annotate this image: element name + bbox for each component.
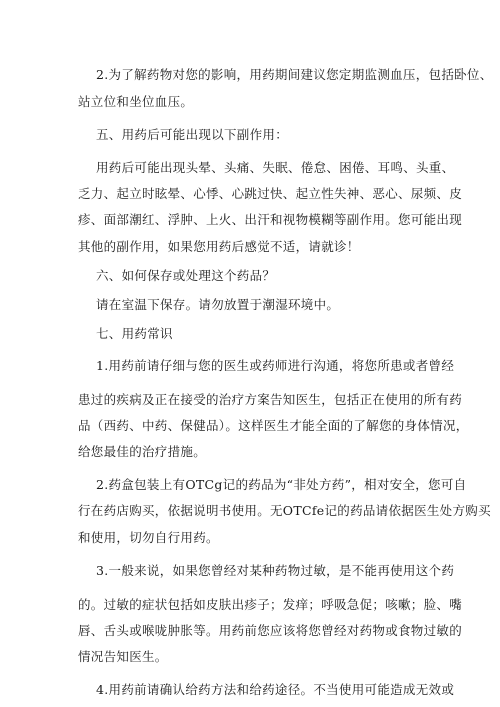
- section-heading-6: 六、如何保存或处理这个药品？: [96, 268, 276, 283]
- paragraph-continuation: 唇、舌头或喉咙肿胀等。用药前您应该将您曾经对药物或食物过敏的: [78, 623, 463, 638]
- paragraph-continuation: 行在药店购买，依据说明书使用。无OTCfe记的药品请依据医生处方购买: [78, 503, 491, 518]
- paragraph-storage: 请在室温下保存。请勿放置于潮湿环境中。: [96, 297, 340, 312]
- paragraph-continuation: 的。过敏的症状包括如皮肤出疹子；发痒；呼吸急促；咳嗽；脸、嘴: [78, 597, 463, 612]
- paragraph-item-4-administration: 4.用药前请确认给药方法和给药途径。不当使用可能造成无效或: [96, 682, 455, 697]
- paragraph-continuation: 给您最佳的治疗措施。: [78, 444, 207, 459]
- paragraph-continuation: 疹、面部潮红、浮肿、上火、出汗和视物模糊等副作用。您可能出现: [78, 212, 463, 227]
- paragraph-continuation: 和使用，切勿自行用药。: [78, 530, 219, 545]
- paragraph-continuation: 站立位和坐位血压。: [78, 94, 194, 109]
- paragraph-continuation: 其他的副作用，如果您用药后感觉不适，请就诊！: [78, 239, 360, 254]
- section-heading-7: 七、用药常识: [96, 326, 173, 341]
- paragraph-side-effects: 用药后可能出现头晕、头痛、失眠、倦怠、困倦、耳鸣、头重、: [96, 160, 455, 175]
- paragraph-item-2-blood-pressure: 2.为了解药物对您的影响，用药期间建议您定期监测血压，包括卧位、: [96, 67, 493, 82]
- paragraph-item-1-consult: 1.用药前请仔细与您的医生或药师进行沟通，将您所患或者曾经: [96, 358, 455, 373]
- paragraph-item-2-otc: 2.药盒包装上有OTCg记的药品为“非处方药”，相对安全，您可自: [96, 477, 467, 492]
- section-heading-5: 五、用药后可能出现以下副作用：: [96, 127, 289, 142]
- paragraph-item-3-allergy: 3.一般来说，如果您曾经对某种药物过敏，是不能再使用这个药: [96, 563, 455, 578]
- paragraph-continuation: 情况告知医生。: [78, 649, 168, 664]
- paragraph-continuation: 患过的疾病及正在接受的治疗方案告知医生，包括正在使用的所有药: [78, 392, 463, 407]
- paragraph-continuation: 乏力、起立时眩晕、心悸、心跳过快、起立性失神、恶心、尿频、皮: [78, 186, 463, 201]
- paragraph-continuation: 品（西药、中药、保健品）。这样医生才能全面的了解您的身体情况，: [78, 418, 469, 433]
